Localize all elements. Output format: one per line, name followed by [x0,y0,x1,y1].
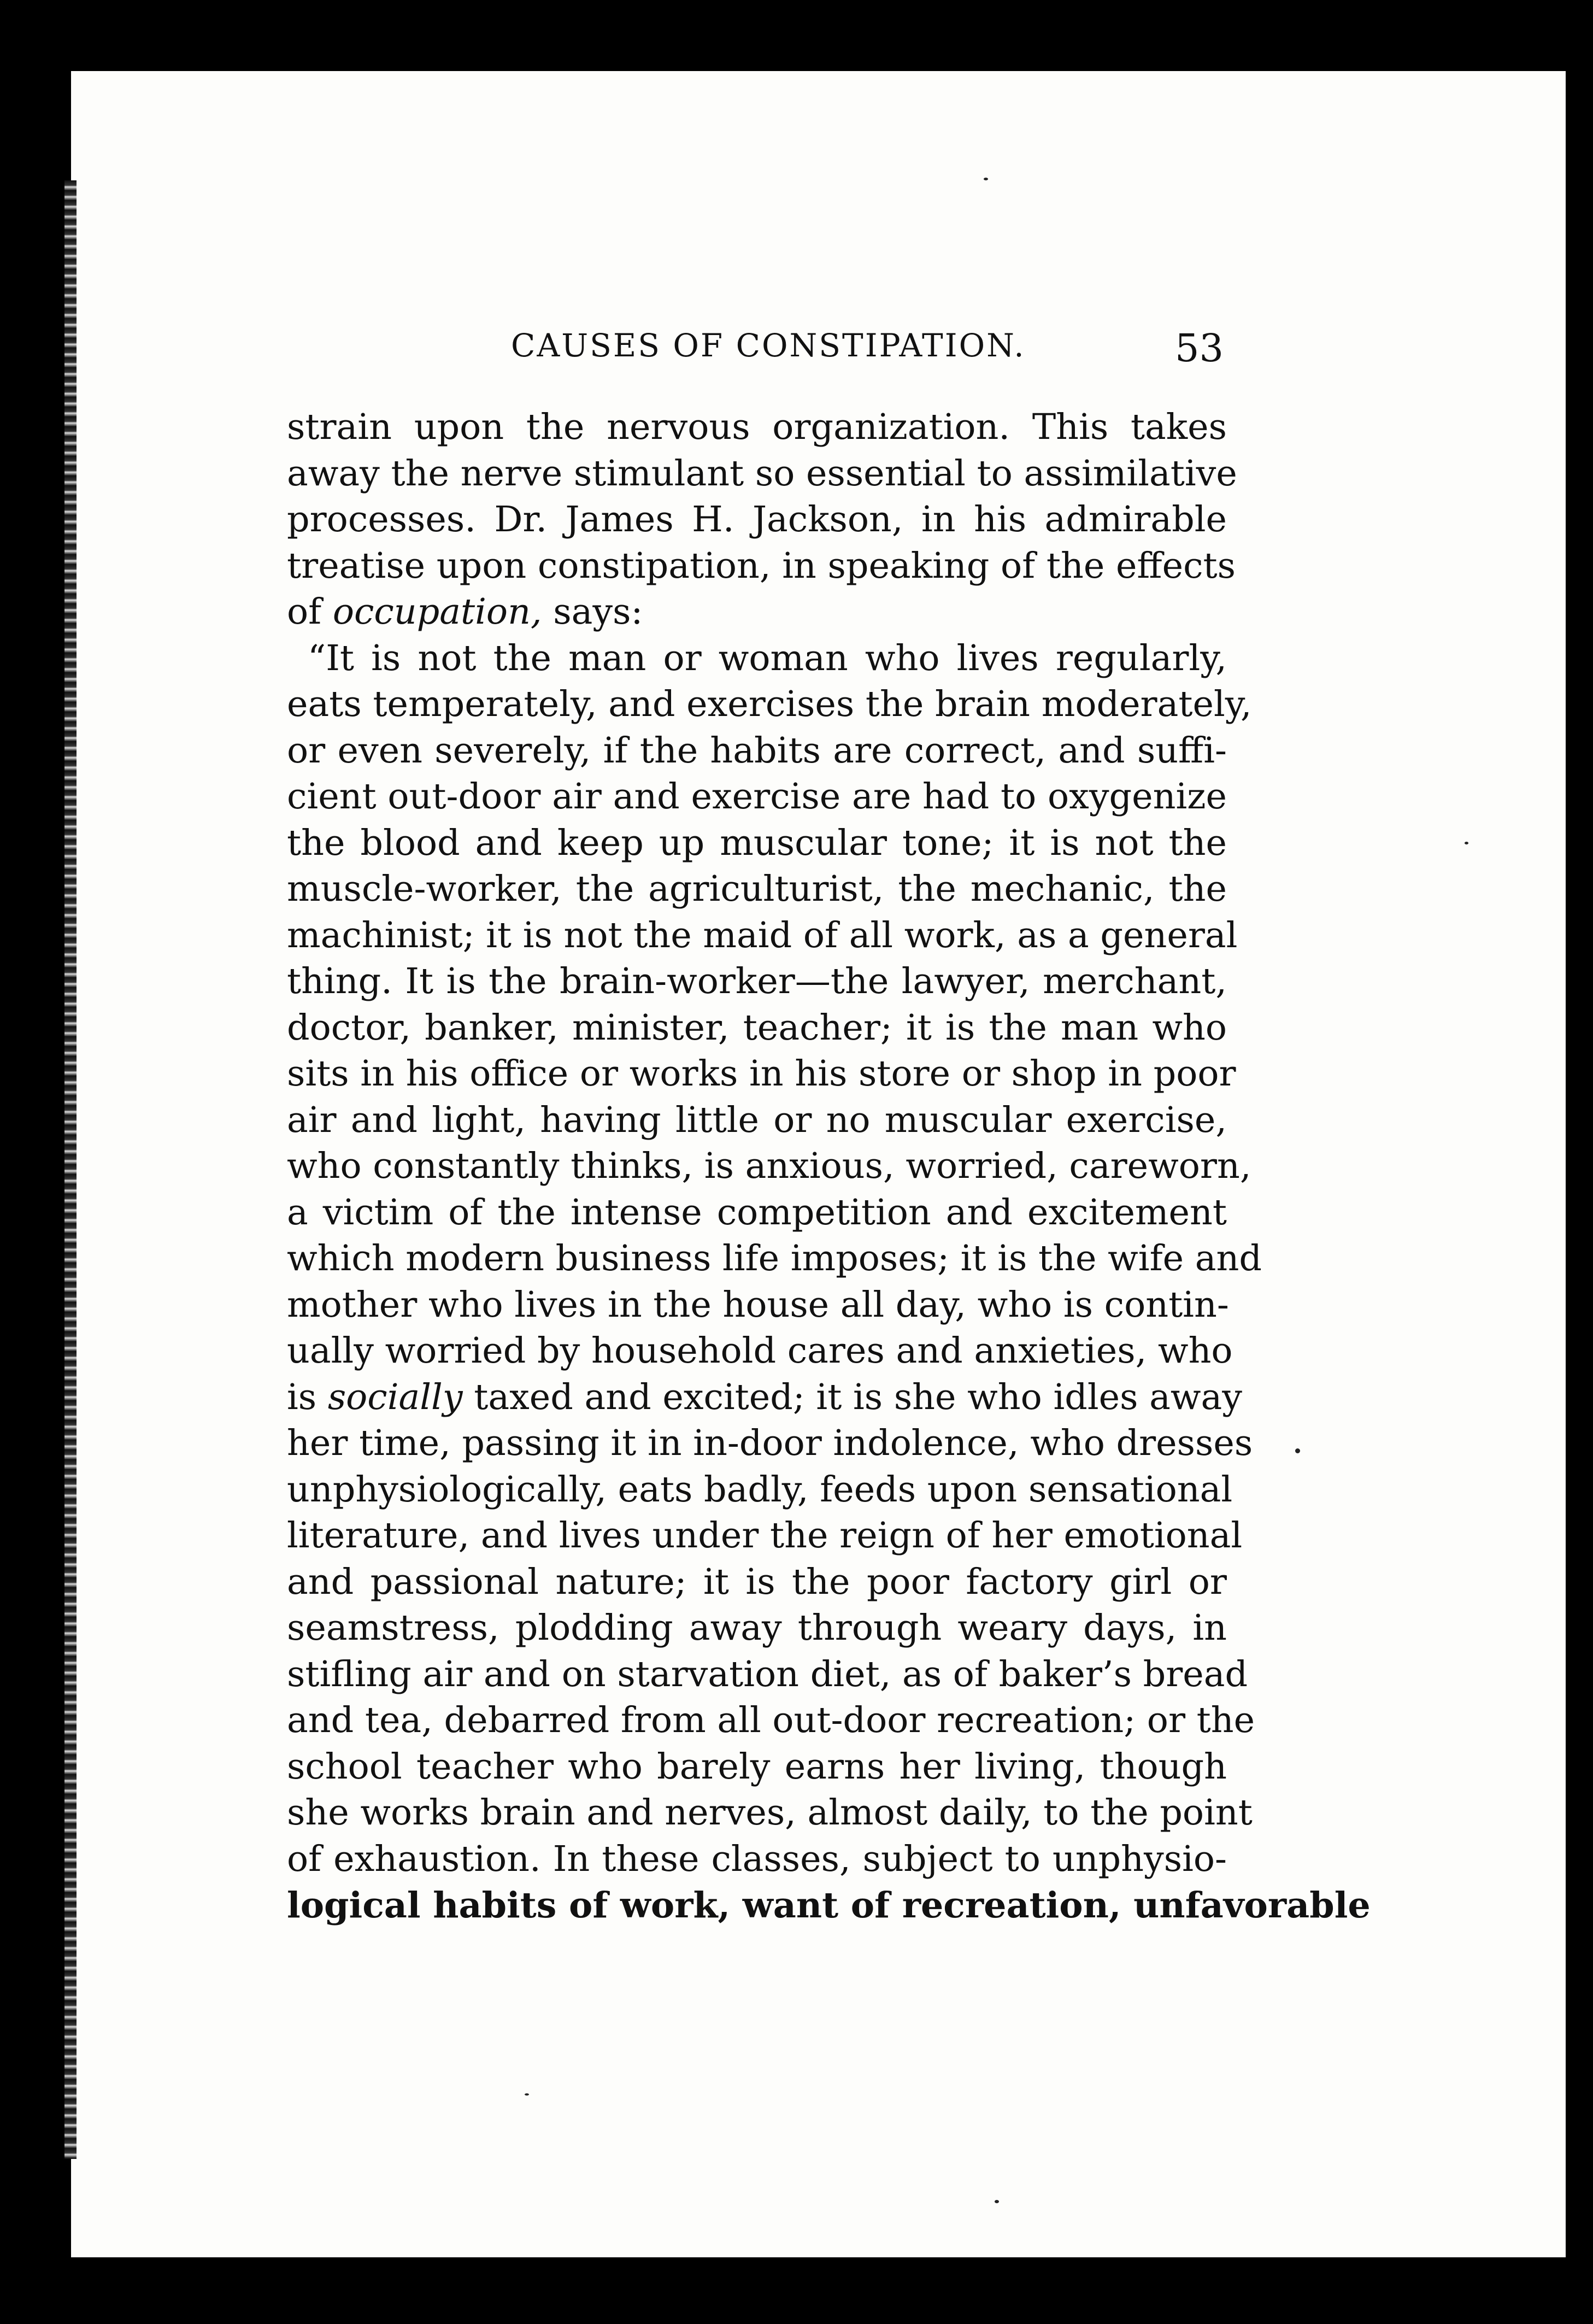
body-text [287,404,1371,1929]
italic-text: socially [327,1376,463,1418]
chapter-title: CAUSES OF CONSTIPATION. [511,327,1026,364]
text-line: processes. Dr. James H. Jackson, in his admirable [287,499,1227,540]
text-line: “It is not the man or woman who lives regularly, [308,637,1227,679]
text-line: who constantly thinks, is anxious, worried, careworn, [287,1146,1251,1187]
text-line: muscle-worker, the agriculturist, the mechanic, the [287,868,1227,909]
text-line: logical habits of work, want of recreation, unfavorable [287,1885,1371,1926]
scan-speck [995,2200,999,2203]
text-line: or even severely, if the habits are correct, and suffi- [287,730,1227,771]
text-line: she works brain and nerves, almost daily, to the point [287,1792,1253,1833]
scan-speck [525,2093,529,2096]
text-segment: of [287,591,333,632]
scan-speck [1465,842,1468,844]
text-line: mother who lives in the house all day, who is contin- [287,1284,1229,1325]
text-line: away the nerve stimulant so essential to assimilative [287,453,1237,494]
text-line: strain upon the nervous organization. This takes [287,407,1227,448]
page-gutter-edge [64,180,77,2159]
text-line: school teacher who barely earns her living, though [287,1746,1227,1787]
text-line: unphysiologically, eats badly, feeds upon sensational [287,1469,1233,1510]
text-line [287,1375,1242,1421]
text-line: thing. It is the brain-worker—the lawyer, merchant, [287,961,1227,1002]
text-line: a victim of the intense competition and excitement [287,1192,1227,1233]
text-line: literature, and lives under the reign of her emotional [287,1515,1243,1556]
scan-speck [984,178,988,180]
text-line: and passional nature; it is the poor factory girl or [287,1561,1227,1603]
text-line: and tea, debarred from all out-door recreation; or the [287,1700,1255,1741]
text-segment: taxed and excited; it is she who idles away [462,1376,1242,1418]
running-head [511,326,1224,376]
text-line: machinist; it is not the maid of all work, as a general [287,914,1238,956]
text-line: air and light, having little or no muscular exercise, [287,1099,1227,1141]
text-line: sits in his office or works in his store or shop in poor [287,1053,1236,1094]
italic-text: occupation, [332,591,542,632]
text-line: which modern business life imposes; it is the wife and [287,1238,1262,1279]
text-line: cient out-door air and exercise are had to oxygenize [287,776,1227,817]
text-line: seamstress, plodding away through weary days, in [287,1607,1227,1648]
scan-speck [1295,1448,1300,1453]
text-segment: says: [542,591,643,632]
text-line: her time, passing it in in-door indolence, who dresses [287,1423,1253,1464]
text-line: of exhaustion. In these classes, subject to unphysio- [287,1838,1227,1880]
text-line: treatise upon constipation, in speaking of the effects [287,545,1236,586]
page-number: 53 [1175,326,1224,371]
text-segment: is [287,1376,328,1418]
text-line: doctor, banker, minister, teacher; it is the man who [287,1007,1227,1048]
text-line [287,589,1227,636]
text-line: the blood and keep up muscular tone; it is not the [287,822,1227,864]
text-line: eats temperately, and exercises the brain moderately, [287,684,1252,725]
text-line: stifling air and on starvation diet, as of baker’s bread [287,1653,1248,1695]
text-line: ually worried by household cares and anxieties, who [287,1330,1233,1371]
